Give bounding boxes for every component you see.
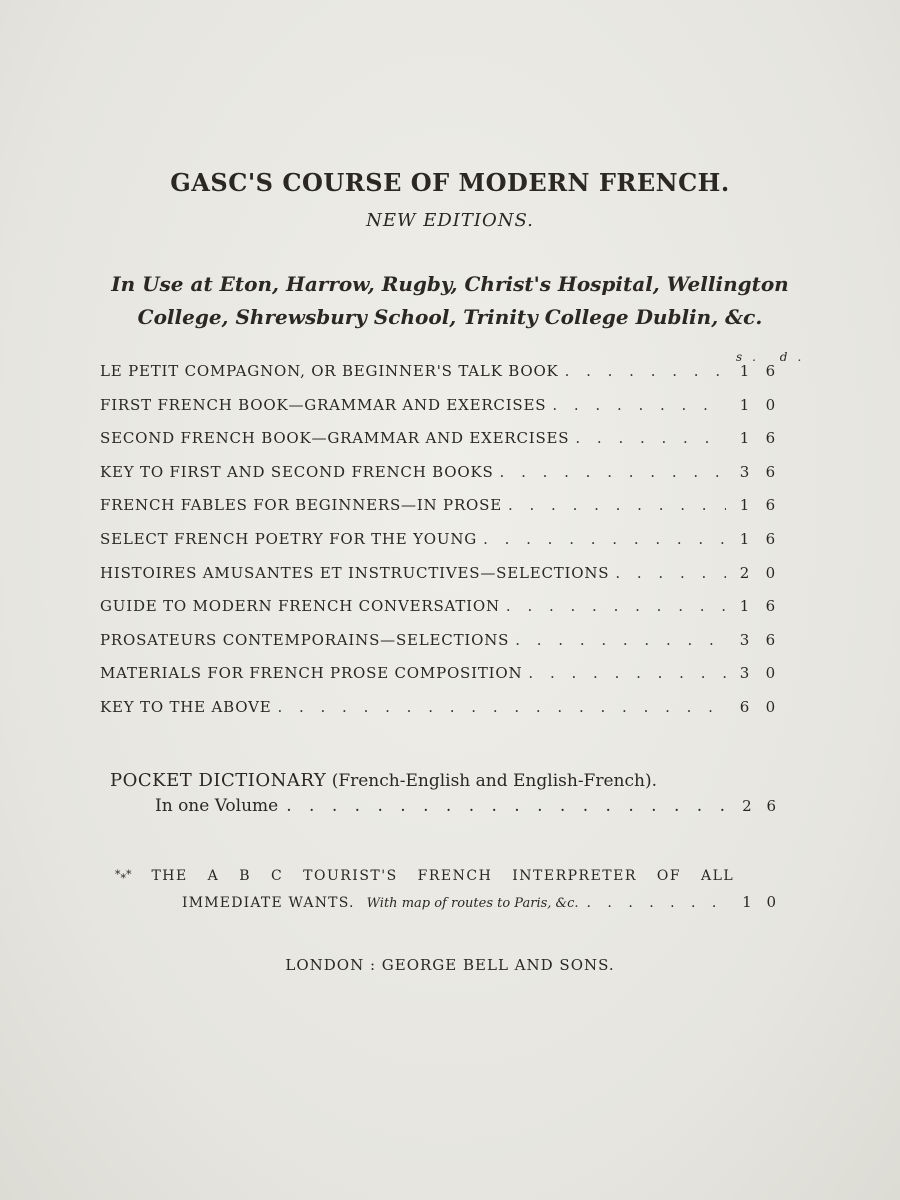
leader-dots	[575, 429, 726, 447]
leader-dots	[615, 564, 726, 582]
interpreter-price: 1 0	[742, 893, 776, 911]
dictionary-row	[155, 796, 776, 816]
leader-dots	[508, 496, 726, 514]
book-title: GUIDE TO MODERN FRENCH CONVERSATION	[100, 597, 500, 616]
book-price: 3 0	[739, 664, 776, 683]
leader-dots	[587, 895, 724, 911]
leader-dots	[506, 597, 726, 615]
book-row	[100, 396, 776, 430]
book-title: FRENCH FABLES FOR BEGINNERS—IN PROSE	[100, 496, 502, 515]
book-title: PROSATEURS CONTEMPORAINS—SELECTIONS	[100, 630, 510, 649]
leader-dots	[500, 463, 726, 481]
asterism-mark: *⁎*	[115, 868, 132, 881]
book-price: 1 6	[739, 597, 776, 616]
book-title: KEY TO FIRST AND SECOND FRENCH BOOKS	[100, 462, 494, 481]
dictionary-title	[110, 770, 657, 791]
dictionary-description: (French-English and English-French).	[331, 771, 657, 791]
book-price: 1 6	[739, 362, 776, 380]
book-row	[100, 362, 776, 396]
book-row	[100, 496, 776, 530]
book-row	[100, 429, 776, 463]
publisher-imprint: LONDON : GEORGE BELL AND SONS.	[285, 956, 615, 974]
interpreter-title: THE A B C TOURIST'S FRENCH INTERPRETER OF ALL	[151, 868, 735, 884]
interpreter-line-2	[182, 893, 776, 911]
interpreter-title-cont: IMMEDIATE WANTS.	[182, 895, 355, 911]
book-price: 1 6	[739, 496, 776, 515]
price-column-header: s. d.	[736, 350, 812, 364]
page-title: GASC'S COURSE OF MODERN FRENCH.	[170, 168, 730, 197]
book-title: KEY TO THE ABOVE	[100, 697, 272, 716]
book-price: 1 0	[739, 395, 776, 414]
book-list	[100, 362, 776, 732]
leader-dots	[565, 362, 726, 380]
usage-line-1: In Use at Eton, Harrow, Rugby, Christ's Hospital, Wellington	[111, 272, 789, 296]
book-row	[100, 530, 776, 564]
book-row	[100, 564, 776, 598]
dictionary-price: 2 6	[742, 797, 776, 815]
interpreter-note: With map of routes to Paris, &c.	[366, 896, 579, 911]
leader-dots	[528, 664, 726, 682]
book-title: MATERIALS FOR FRENCH PROSE COMPOSITION	[100, 664, 523, 683]
book-row	[100, 631, 776, 665]
book-title: LE PETIT COMPAGNON, OR BEGINNER'S TALK BOOK	[100, 362, 559, 380]
book-title: SECOND FRENCH BOOK—GRAMMAR AND EXERCISES	[100, 429, 570, 448]
book-price: 1 6	[739, 529, 776, 548]
leader-dots	[286, 796, 724, 816]
usage-line-2: College, Shrewsbury School, Trinity College Dublin, &c.	[137, 305, 763, 329]
usage-statement	[80, 268, 820, 334]
book-row	[100, 664, 776, 698]
book-price: 3 6	[739, 630, 776, 649]
book-price: 3 6	[739, 462, 776, 481]
book-title: HISTOIRES AMUSANTES ET INSTRUCTIVES—SELECTIONS	[100, 563, 610, 582]
book-row	[100, 597, 776, 631]
book-row	[100, 463, 776, 497]
leader-dots	[277, 698, 726, 716]
leader-dots	[515, 631, 726, 649]
book-row	[100, 698, 776, 732]
interpreter-line-1	[115, 868, 735, 884]
book-price: 1 6	[739, 429, 776, 448]
dictionary-name: POCKET DICTIONARY	[110, 770, 327, 791]
leader-dots	[483, 530, 726, 548]
page-subtitle: NEW EDITIONS.	[366, 210, 534, 231]
book-price: 2 0	[739, 563, 776, 582]
book-title: FIRST FRENCH BOOK—GRAMMAR AND EXERCISES	[100, 395, 547, 414]
book-price: 6 0	[739, 697, 776, 716]
dictionary-volume: In one Volume	[155, 796, 279, 816]
book-title: SELECT FRENCH POETRY FOR THE YOUNG	[100, 529, 478, 548]
leader-dots	[552, 396, 726, 414]
